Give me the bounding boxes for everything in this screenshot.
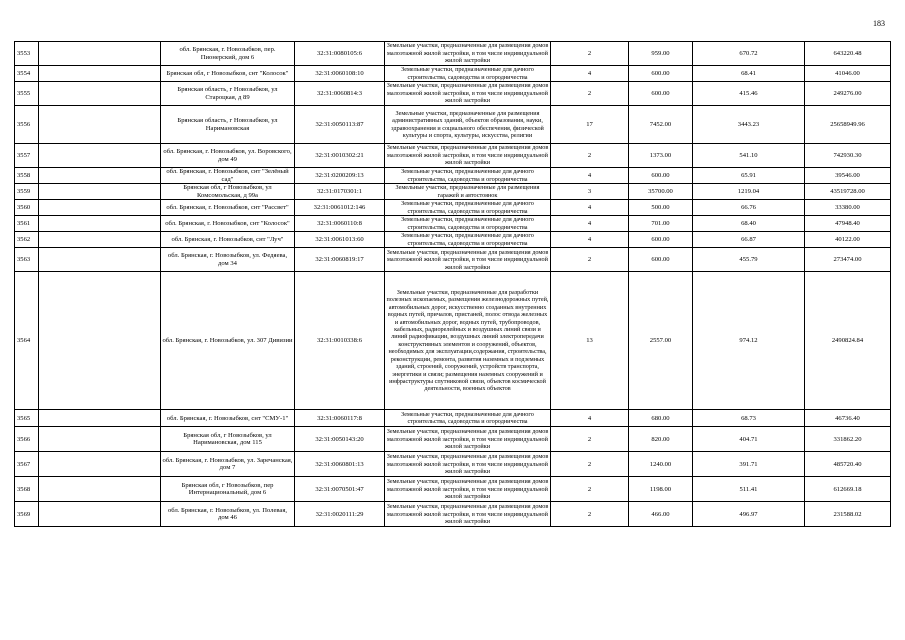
cadastral-value-cell: 2490824.84: [805, 272, 891, 410]
land-use-cell: Земельные участки, предназначенные для дачного строительства, садоводства и огородничества: [385, 168, 551, 184]
area-cell: 600.00: [629, 168, 693, 184]
group-cell: 2: [551, 144, 629, 168]
row-number-cell: 3566: [15, 427, 39, 452]
table-row: [15, 216, 891, 232]
rate-cell: 391.71: [693, 452, 805, 477]
rate-cell: 541.10: [693, 144, 805, 168]
area-cell: 600.00: [629, 232, 693, 248]
rate-cell: 65.91: [693, 168, 805, 184]
land-use-cell: Земельные участки, предназначенные для размещения домов малоэтажной жилой застройки, в том числе индивидуальной жилой застройки: [385, 82, 551, 106]
empty-cell: [39, 184, 161, 200]
cadastral-value-cell: 40122.00: [805, 232, 891, 248]
rate-cell: 68.40: [693, 216, 805, 232]
address-cell: обл. Брянская, г. Новозыбков, ул. Федяева, дом 34: [161, 248, 295, 272]
empty-cell: [39, 502, 161, 527]
cadastral-value-cell: 43519728.00: [805, 184, 891, 200]
area-cell: 680.00: [629, 410, 693, 427]
cadastral-value-cell: 249276.00: [805, 82, 891, 106]
land-use-cell: Земельные участки, предназначенные для дачного строительства, садоводства и огородничества: [385, 216, 551, 232]
group-cell: 4: [551, 200, 629, 216]
empty-cell: [39, 82, 161, 106]
cadastral-value-cell: 273474.00: [805, 248, 891, 272]
table-row: [15, 200, 891, 216]
cadastral-number-cell: 32:31:0061013:60: [295, 232, 385, 248]
empty-cell: [39, 427, 161, 452]
cadastral-number-cell: 32:31:0010302:21: [295, 144, 385, 168]
group-cell: 2: [551, 82, 629, 106]
cadastral-number-cell: 32:31:0070501:47: [295, 477, 385, 502]
row-number-cell: 3561: [15, 216, 39, 232]
address-cell: обл. Брянская, г. Новозыбков, ул. Воровского, дом 49: [161, 144, 295, 168]
table-row: [15, 106, 891, 144]
empty-cell: [39, 200, 161, 216]
rate-cell: 404.71: [693, 427, 805, 452]
cadastral-value-cell: 47948.40: [805, 216, 891, 232]
row-number-cell: 3568: [15, 477, 39, 502]
area-cell: 35700.00: [629, 184, 693, 200]
cadastral-number-cell: 32:31:0200209:13: [295, 168, 385, 184]
cadastral-number-cell: 32:31:0060814:3: [295, 82, 385, 106]
area-cell: 7452.00: [629, 106, 693, 144]
area-cell: 600.00: [629, 66, 693, 82]
empty-cell: [39, 248, 161, 272]
empty-cell: [39, 232, 161, 248]
table-row: [15, 184, 891, 200]
cadastral-number-cell: 32:31:0020111:29: [295, 502, 385, 527]
table-row: [15, 477, 891, 502]
rate-cell: 66.76: [693, 200, 805, 216]
row-number-cell: 3569: [15, 502, 39, 527]
table-row: [15, 248, 891, 272]
address-cell: Брянская обл, г Новозыбков, снт "Колосок": [161, 66, 295, 82]
area-cell: 2557.00: [629, 272, 693, 410]
cadastral-value-cell: 331862.20: [805, 427, 891, 452]
row-number-cell: 3565: [15, 410, 39, 427]
row-number-cell: 3567: [15, 452, 39, 477]
empty-cell: [39, 477, 161, 502]
empty-cell: [39, 272, 161, 410]
cadastral-value-cell: 25658949.96: [805, 106, 891, 144]
land-use-cell: Земельные участки, предназначенные для дачного строительства, садоводства и огородничества: [385, 232, 551, 248]
cadastral-number-cell: 32:31:0050143:20: [295, 427, 385, 452]
rate-cell: 496.97: [693, 502, 805, 527]
land-use-cell: Земельные участки, предназначенные для размещения домов малоэтажной жилой застройки, в том числе индивидуальной жилой застройки: [385, 477, 551, 502]
row-number-cell: 3562: [15, 232, 39, 248]
land-use-cell: Земельные участки, предназначенные для размещения домов малоэтажной жилой застройки, в том числе индивидуальной жилой застройки: [385, 452, 551, 477]
row-number-cell: 3556: [15, 106, 39, 144]
land-use-cell: Земельные участки, предназначенные для дачного строительства, садоводства и огородничества: [385, 66, 551, 82]
row-number-cell: 3555: [15, 82, 39, 106]
area-cell: 959.00: [629, 42, 693, 66]
table-row: [15, 410, 891, 427]
group-cell: 2: [551, 477, 629, 502]
cadastral-value-cell: 643220.48: [805, 42, 891, 66]
empty-cell: [39, 106, 161, 144]
group-cell: 17: [551, 106, 629, 144]
table-row: [15, 144, 891, 168]
address-cell: Брянская обл, г Новозыбков, ул Комсомольская, д 99а: [161, 184, 295, 200]
cadastral-number-cell: 32:31:0050113:87: [295, 106, 385, 144]
group-cell: 13: [551, 272, 629, 410]
land-use-cell: Земельные участки, предназначенные для размещения домов малоэтажной жилой застройки, в том числе индивидуальной жилой застройки: [385, 502, 551, 527]
row-number-cell: 3554: [15, 66, 39, 82]
cadastral-number-cell: 32:31:0060801:13: [295, 452, 385, 477]
area-cell: 466.00: [629, 502, 693, 527]
land-registry-table: [14, 41, 891, 527]
empty-cell: [39, 168, 161, 184]
area-cell: 820.00: [629, 427, 693, 452]
address-cell: Брянская обл, г Новозыбков, ул Наримановская, дом 115: [161, 427, 295, 452]
cadastral-value-cell: 46736.40: [805, 410, 891, 427]
cadastral-value-cell: 33380.00: [805, 200, 891, 216]
group-cell: 2: [551, 452, 629, 477]
table-row: [15, 168, 891, 184]
address-cell: обл. Брянская, г. Новозыбков, ул. Полевая, дом 46: [161, 502, 295, 527]
rate-cell: 68.73: [693, 410, 805, 427]
rate-cell: 68.41: [693, 66, 805, 82]
area-cell: 600.00: [629, 82, 693, 106]
group-cell: 4: [551, 216, 629, 232]
area-cell: 701.00: [629, 216, 693, 232]
table-body: [15, 42, 891, 527]
cadastral-value-cell: 231588.02: [805, 502, 891, 527]
row-number-cell: 3553: [15, 42, 39, 66]
empty-cell: [39, 144, 161, 168]
table-row: [15, 427, 891, 452]
rate-cell: 511.41: [693, 477, 805, 502]
rate-cell: 670.72: [693, 42, 805, 66]
cadastral-value-cell: 485720.40: [805, 452, 891, 477]
cadastral-number-cell: 32:31:0010338:6: [295, 272, 385, 410]
group-cell: 4: [551, 232, 629, 248]
rate-cell: 455.79: [693, 248, 805, 272]
table-row: [15, 66, 891, 82]
cadastral-number-cell: 32:31:0170301:1: [295, 184, 385, 200]
address-cell: Брянская область, г Новозыбков, ул Наримановская: [161, 106, 295, 144]
table-row: [15, 502, 891, 527]
table-row: [15, 272, 891, 410]
empty-cell: [39, 42, 161, 66]
group-cell: 2: [551, 502, 629, 527]
group-cell: 4: [551, 410, 629, 427]
land-use-cell: Земельные участки, предназначенные для размещения домов малоэтажной жилой застройки, в том числе индивидуальной жилой застройки: [385, 42, 551, 66]
address-cell: обл. Брянская, г. Новозыбков, снт "СМУ-1": [161, 410, 295, 427]
empty-cell: [39, 66, 161, 82]
row-number-cell: 3563: [15, 248, 39, 272]
area-cell: 1198.00: [629, 477, 693, 502]
address-cell: обл. Брянская, г. Новозыбков, снт "Луч": [161, 232, 295, 248]
rate-cell: 66.87: [693, 232, 805, 248]
cadastral-number-cell: 32:31:0060110:8: [295, 216, 385, 232]
cadastral-value-cell: 742930.30: [805, 144, 891, 168]
empty-cell: [39, 410, 161, 427]
land-use-cell: Земельные участки, предназначенные для размещения гаражей и автостоянок: [385, 184, 551, 200]
address-cell: обл. Брянская, г. Новозыбков, снт "Рассвет": [161, 200, 295, 216]
address-cell: Брянская область, г Новозыбков, ул Староцкая, д 89: [161, 82, 295, 106]
group-cell: 4: [551, 168, 629, 184]
group-cell: 2: [551, 248, 629, 272]
table-row: [15, 452, 891, 477]
land-use-cell: Земельные участки, предназначенные для размещения домов малоэтажной жилой застройки, в том числе индивидуальной жилой застройки: [385, 248, 551, 272]
row-number-cell: 3558: [15, 168, 39, 184]
rate-cell: 974.12: [693, 272, 805, 410]
address-cell: обл. Брянская, г. Новозыбков, пер. Пионерский, дом 6: [161, 42, 295, 66]
land-use-cell: Земельные участки, предназначенные для дачного строительства, садоводства и огородничества: [385, 200, 551, 216]
area-cell: 500.00: [629, 200, 693, 216]
row-number-cell: 3564: [15, 272, 39, 410]
land-use-cell: Земельные участки, предназначенные для разработки полезных ископаемых, размещения железнодорожных путей, автомобильных дорог, искусственно созданных внутренних водных путей, причалов, пристаней, полос отвода железных и автомобильных дорог, водных путей, трубопроводов, кабельных, радиорелейных и воздушных линий связи и линий радиофикации, воздушных линий электропередачи конструктивных элементов и сооружений, объектов, необходимых для эксплуатации,содержания, строительства, реконструкции, ремонта, развития наземных и подземных зданий, строений, сооружений, устройств транспорта, энергетики и связи; размещения наземных сооружений и инфраструктуры спутниковой связи, объектов космической деятельности, военных объектов: [385, 272, 551, 410]
area-cell: 1240.00: [629, 452, 693, 477]
address-cell: обл. Брянская, г. Новозыбков, ул. 307 Дивизии: [161, 272, 295, 410]
cadastral-value-cell: 39546.00: [805, 168, 891, 184]
cadastral-number-cell: 32:31:0061012:146: [295, 200, 385, 216]
row-number-cell: 3560: [15, 200, 39, 216]
rate-cell: 3443.23: [693, 106, 805, 144]
address-cell: обл. Брянская, г. Новозыбков, снт "Колосок": [161, 216, 295, 232]
group-cell: 4: [551, 66, 629, 82]
cadastral-value-cell: 612669.18: [805, 477, 891, 502]
area-cell: 1373.00: [629, 144, 693, 168]
rate-cell: 1219.04: [693, 184, 805, 200]
cadastral-number-cell: 32:31:0080105:6: [295, 42, 385, 66]
row-number-cell: 3559: [15, 184, 39, 200]
cadastral-number-cell: 32:31:0060819:17: [295, 248, 385, 272]
table-row: [15, 82, 891, 106]
empty-cell: [39, 216, 161, 232]
land-use-cell: Земельные участки, предназначенные для размещения домов малоэтажной жилой застройки, в том числе индивидуальной жилой застройки: [385, 144, 551, 168]
address-cell: обл. Брянская, г. Новозыбков, ул. Заречанская, дом 7: [161, 452, 295, 477]
rate-cell: 415.46: [693, 82, 805, 106]
group-cell: 3: [551, 184, 629, 200]
group-cell: 2: [551, 427, 629, 452]
cadastral-value-cell: 41046.00: [805, 66, 891, 82]
empty-cell: [39, 452, 161, 477]
cadastral-number-cell: 32:31:0060108:10: [295, 66, 385, 82]
page-number: 183: [873, 19, 885, 28]
address-cell: Брянская обл, г Новозыбков, пер Интернациональный, дом 6: [161, 477, 295, 502]
group-cell: 2: [551, 42, 629, 66]
land-use-cell: Земельные участки, предназначенные для размещения домов малоэтажной жилой застройки, в том числе индивидуальной жилой застройки: [385, 427, 551, 452]
table-row: [15, 232, 891, 248]
area-cell: 600.00: [629, 248, 693, 272]
cadastral-number-cell: 32:31:0060117:8: [295, 410, 385, 427]
row-number-cell: 3557: [15, 144, 39, 168]
land-use-cell: Земельные участки, предназначенные для дачного строительства, садоводства и огородничества: [385, 410, 551, 427]
land-use-cell: Земельные участки, предназначенные для размещения административных зданий, объектов образования, науки, здравоохранения и социального обеспечения, физической культуры и спорта, культуры, искусства, религии: [385, 106, 551, 144]
address-cell: обл. Брянская, г. Новозыбков, снт "Зелёный сад": [161, 168, 295, 184]
table-row: [15, 42, 891, 66]
